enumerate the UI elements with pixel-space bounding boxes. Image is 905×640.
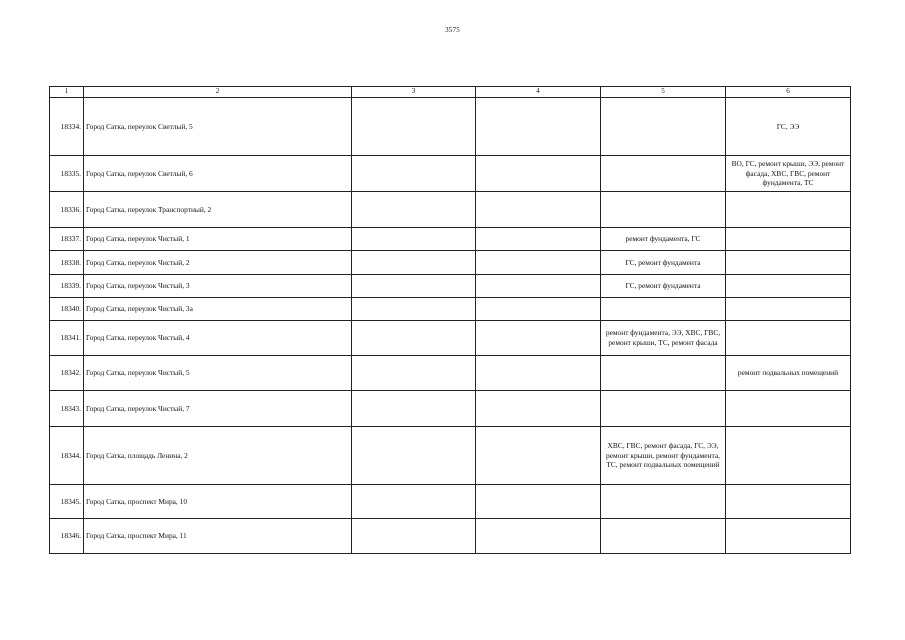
column-5-cell: ГС, ремонт фундамента	[601, 275, 726, 298]
row-number: 18344.	[50, 427, 84, 485]
row-number: 18334.	[50, 98, 84, 156]
column-4-cell	[476, 519, 601, 554]
table-row	[50, 321, 851, 356]
address-cell: Город Сатка, переулок Чистый, 3а	[84, 298, 352, 321]
column-6-cell	[726, 192, 851, 228]
row-number: 18338.	[50, 251, 84, 275]
page-number: 3575	[445, 26, 460, 34]
column-header: 5	[601, 87, 726, 98]
column-5-cell	[601, 156, 726, 192]
row-number: 18341.	[50, 321, 84, 356]
column-5-cell	[601, 298, 726, 321]
column-5-cell: ремонт фундамента, ЭЭ, ХВС, ГВС, ремонт крыши, ТС, ремонт фасада	[601, 321, 726, 356]
row-number: 18342.	[50, 356, 84, 391]
column-6-cell	[726, 251, 851, 275]
address-cell: Город Сатка, проспект Мира, 11	[84, 519, 352, 554]
column-3-cell	[352, 321, 476, 356]
column-6-cell	[726, 275, 851, 298]
column-6-cell: ВО, ГС, ремонт крыши, ЭЭ, ремонт фасада, ХВС, ГВС, ремонт фундамента, ТС	[726, 156, 851, 192]
row-number: 18345.	[50, 485, 84, 519]
table-row	[50, 391, 851, 427]
column-5-cell	[601, 356, 726, 391]
column-5-cell	[601, 519, 726, 554]
column-6-cell: ремонт подвальных помещений	[726, 356, 851, 391]
table-row	[50, 356, 851, 391]
column-5-cell: ГС, ремонт фундамента	[601, 251, 726, 275]
column-3-cell	[352, 298, 476, 321]
address-cell: Город Сатка, переулок Чистый, 5	[84, 356, 352, 391]
address-cell: Город Сатка, переулок Чистый, 2	[84, 251, 352, 275]
column-4-cell	[476, 321, 601, 356]
column-3-cell	[352, 228, 476, 251]
column-4-cell	[476, 275, 601, 298]
column-6-cell	[726, 321, 851, 356]
address-cell: Город Сатка, переулок Светлый, 6	[84, 156, 352, 192]
column-header: 3	[352, 87, 476, 98]
row-number: 18346.	[50, 519, 84, 554]
row-number: 18335.	[50, 156, 84, 192]
column-5-cell: ХВС, ГВС, ремонт фасада, ГС, ЭЭ, ремонт крыши, ремонт фундамента, ТС, ремонт подвальных помещений	[601, 427, 726, 485]
address-cell: Город Сатка, площадь Ленина, 2	[84, 427, 352, 485]
column-5-cell: ремонт фундамента, ГС	[601, 228, 726, 251]
column-3-cell	[352, 356, 476, 391]
column-4-cell	[476, 192, 601, 228]
address-cell: Город Сатка, проспект Мира, 10	[84, 485, 352, 519]
header-row	[50, 87, 851, 98]
address-cell: Город Сатка, переулок Чистый, 4	[84, 321, 352, 356]
column-4-cell	[476, 356, 601, 391]
column-header: 4	[476, 87, 601, 98]
address-cell: Город Сатка, переулок Чистый, 3	[84, 275, 352, 298]
column-4-cell	[476, 427, 601, 485]
column-3-cell	[352, 427, 476, 485]
address-cell: Город Сатка, переулок Светлый, 5	[84, 98, 352, 156]
column-6-cell	[726, 228, 851, 251]
column-5-cell	[601, 192, 726, 228]
column-5-cell	[601, 485, 726, 519]
table-row	[50, 485, 851, 519]
table-row	[50, 519, 851, 554]
column-3-cell	[352, 192, 476, 228]
column-header: 2	[84, 87, 352, 98]
column-3-cell	[352, 156, 476, 192]
table-row	[50, 251, 851, 275]
column-4-cell	[476, 228, 601, 251]
column-5-cell	[601, 98, 726, 156]
table-row	[50, 192, 851, 228]
column-6-cell	[726, 391, 851, 427]
table-row	[50, 156, 851, 192]
table-row	[50, 275, 851, 298]
table-row	[50, 98, 851, 156]
address-cell: Город Сатка, переулок Транспортный, 2	[84, 192, 352, 228]
column-3-cell	[352, 485, 476, 519]
column-header: 6	[726, 87, 851, 98]
column-6-cell	[726, 485, 851, 519]
column-3-cell	[352, 251, 476, 275]
address-cell: Город Сатка, переулок Чистый, 7	[84, 391, 352, 427]
column-3-cell	[352, 519, 476, 554]
column-6-cell	[726, 427, 851, 485]
column-5-cell	[601, 391, 726, 427]
column-4-cell	[476, 98, 601, 156]
column-4-cell	[476, 156, 601, 192]
column-6-cell	[726, 298, 851, 321]
row-number: 18339.	[50, 275, 84, 298]
table-row	[50, 228, 851, 251]
row-number: 18343.	[50, 391, 84, 427]
column-4-cell	[476, 251, 601, 275]
column-4-cell	[476, 485, 601, 519]
column-4-cell	[476, 391, 601, 427]
column-3-cell	[352, 391, 476, 427]
column-3-cell	[352, 275, 476, 298]
column-3-cell	[352, 98, 476, 156]
table-row	[50, 298, 851, 321]
column-4-cell	[476, 298, 601, 321]
row-number: 18340.	[50, 298, 84, 321]
column-6-cell	[726, 519, 851, 554]
table-row	[50, 427, 851, 485]
address-cell: Город Сатка, переулок Чистый, 1	[84, 228, 352, 251]
column-6-cell: ГС, ЭЭ	[726, 98, 851, 156]
row-number: 18336.	[50, 192, 84, 228]
column-header: 1	[50, 87, 84, 98]
row-number: 18337.	[50, 228, 84, 251]
register-table	[49, 86, 851, 554]
